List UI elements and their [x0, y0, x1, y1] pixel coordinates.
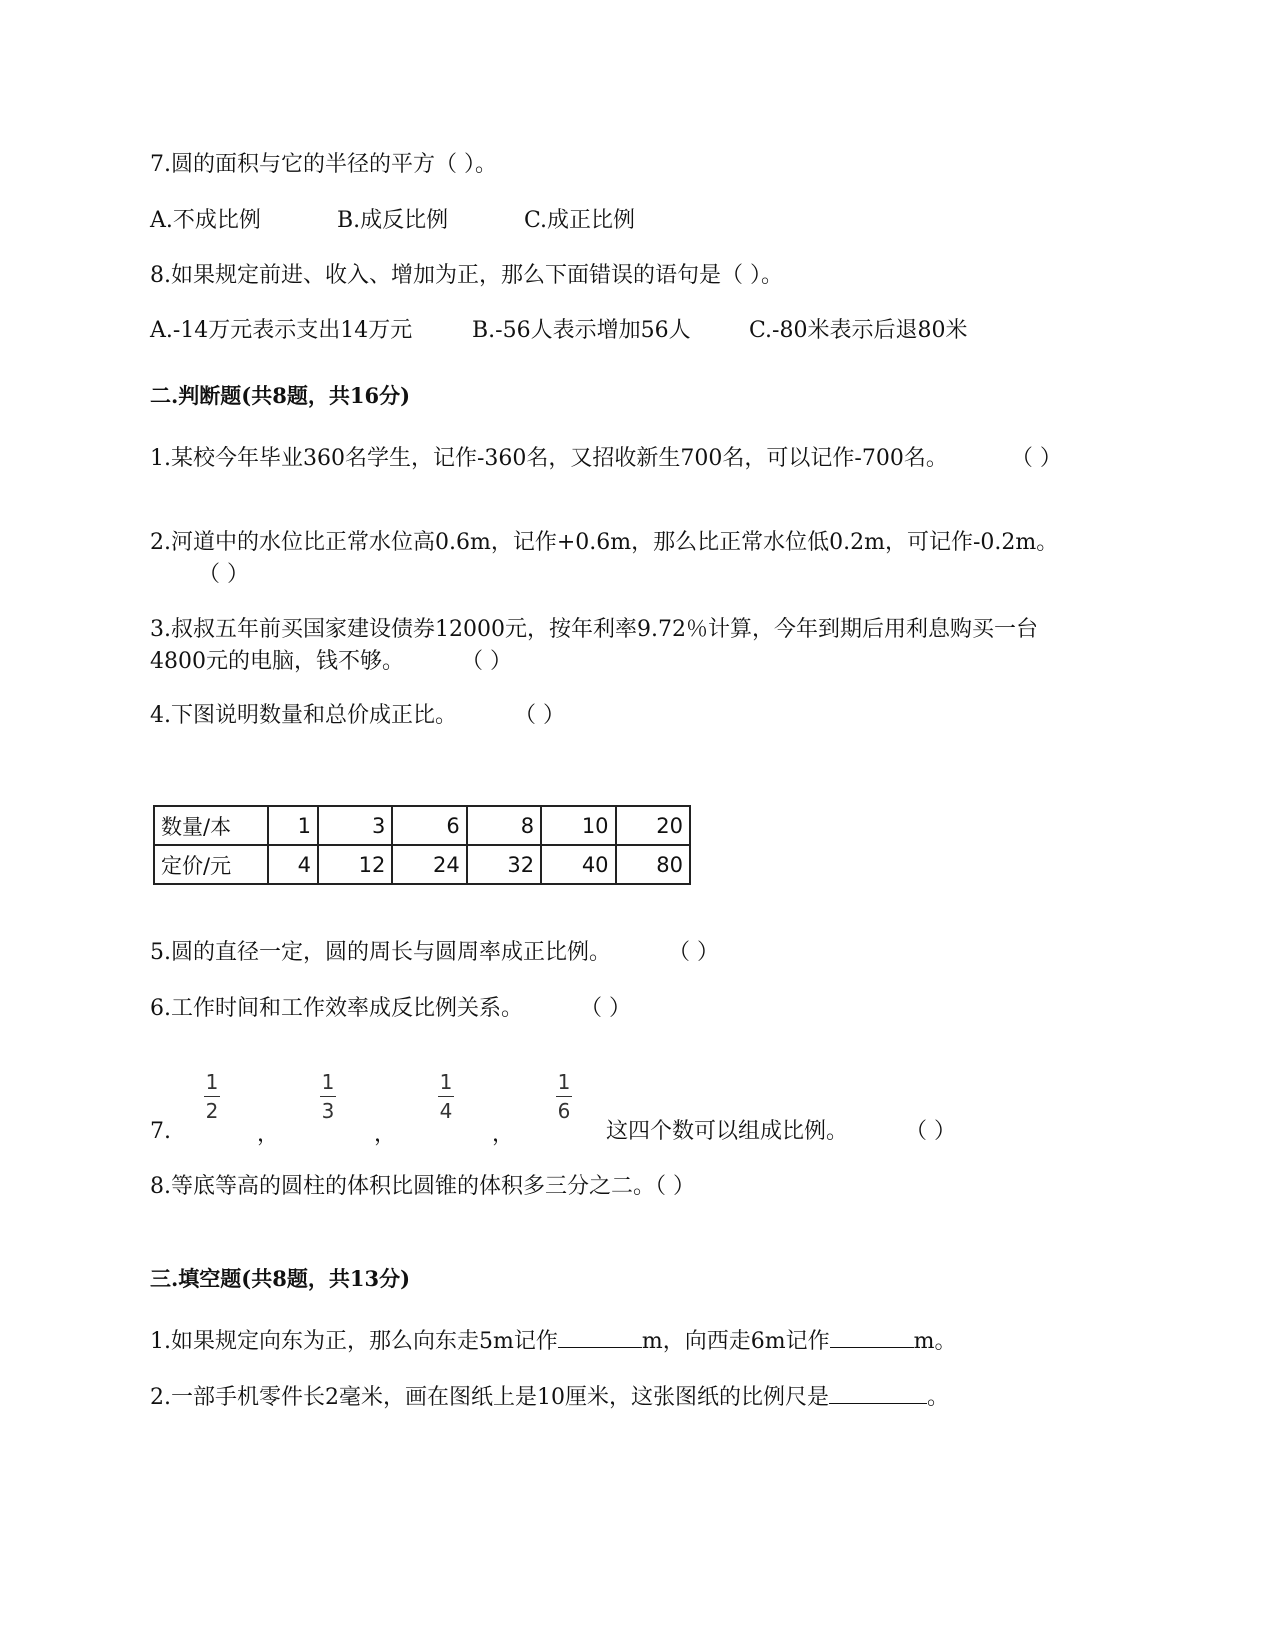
answer-blank[interactable] — [829, 1383, 927, 1404]
comma: ， — [374, 1122, 397, 1147]
answer-paren: （ ） — [655, 1174, 695, 1199]
question-7-options — [150, 206, 635, 236]
judgment-item-3-cont: 4800元的电脑，钱不够。 （ ） — [150, 647, 512, 677]
judgment-item-7-number: 7. — [150, 1119, 171, 1144]
comma: ， — [492, 1122, 515, 1147]
table-cell: 4 — [268, 845, 318, 884]
section-heading-judgment: 二.判断题(共8题，共16分) — [150, 383, 411, 408]
question-7: 7.圆的面积与它的半径的平方（ ）。 — [150, 152, 497, 177]
judgment-item-6: 6.工作时间和工作效率成反比例关系。 （ ） — [150, 994, 631, 1024]
answer-paren: （ ） — [514, 703, 565, 728]
option-a: A.不成比例 — [150, 208, 261, 233]
answer-blank[interactable] — [830, 1327, 914, 1348]
judgment-item-5: 5.圆的直径一定，圆的周长与圆周率成正比例。 （ ） — [150, 938, 719, 968]
answer-paren: （ ） — [198, 562, 249, 587]
option-a: A.-14万元表示支出14万元 — [150, 318, 413, 343]
answer-paren: （ ） — [580, 996, 631, 1021]
answer-paren: （ ） — [1010, 446, 1062, 471]
table-cell: 32 — [467, 845, 541, 884]
option-b: B.-56人表示增加56人 — [472, 318, 691, 343]
answer-blank[interactable] — [558, 1327, 642, 1348]
table-cell: 10 — [541, 806, 615, 845]
judgment-item-2: 2.河道中的水位比正常水位高0.6m，记作+0.6m，那么比正常水位低0.2m，可记作-0.2m。 — [150, 530, 1059, 555]
fraction-one-third: 1 3 — [321, 1070, 335, 1123]
fraction-one-sixth: 1 6 — [557, 1070, 571, 1123]
table-cell: 40 — [541, 845, 615, 884]
judgment-item-7-text: 这四个数可以组成比例。 （ ） — [606, 1117, 956, 1147]
question-8-options — [150, 316, 967, 346]
answer-paren: （ ） — [905, 1119, 957, 1144]
comma: ， — [257, 1122, 280, 1147]
table-row-label: 数量/本 — [154, 806, 268, 845]
option-c: C.成正比例 — [524, 208, 636, 233]
table-cell: 6 — [392, 806, 466, 845]
table-cell: 3 — [318, 806, 392, 845]
question-8: 8.如果规定前进、收入、增加为正，那么下面错误的语句是（ ）。 — [150, 263, 783, 288]
judgment-item-3: 3.叔叔五年前买国家建设债券12000元，按年利率9.72％计算，今年到期后用利息购买一台 — [150, 617, 1038, 642]
answer-paren: （ ） — [668, 940, 719, 965]
table-cell: 80 — [616, 845, 690, 884]
fill-item-1: 1.如果规定向东为正，那么向东走5m记作 m，向西走6m记作 m。 — [150, 1329, 957, 1354]
table-cell: 12 — [318, 845, 392, 884]
fraction-one-fourth: 1 4 — [439, 1070, 453, 1123]
table-cell: 24 — [392, 845, 466, 884]
table-row-label: 定价/元 — [154, 845, 268, 884]
quantity-price-table — [153, 805, 691, 885]
answer-paren: （ ） — [461, 649, 512, 674]
option-c: C.-80米表示后退80米 — [749, 318, 968, 343]
table-cell: 20 — [616, 806, 690, 845]
table-cell: 8 — [467, 806, 541, 845]
fill-item-2: 2.一部手机零件长2毫米，画在图纸上是10厘米，这张图纸的比例尺是 。 — [150, 1385, 949, 1410]
judgment-item-1: 1.某校今年毕业360名学生，记作-360名，又招收新生700名，可以记作-700名。 （ ） — [150, 444, 1062, 474]
fraction-one-half: 1 2 — [205, 1070, 219, 1123]
section-heading-fill-in: 三.填空题(共8题，共13分) — [150, 1266, 411, 1291]
option-b: B.成反比例 — [337, 208, 449, 233]
table-row — [154, 845, 690, 884]
table-cell: 1 — [268, 806, 318, 845]
judgment-item-8: 8.等底等高的圆柱的体积比圆锥的体积多三分之二。（ ） — [150, 1174, 695, 1199]
table-row — [154, 806, 690, 845]
judgment-item-4: 4.下图说明数量和总价成正比。 （ ） — [150, 701, 565, 731]
